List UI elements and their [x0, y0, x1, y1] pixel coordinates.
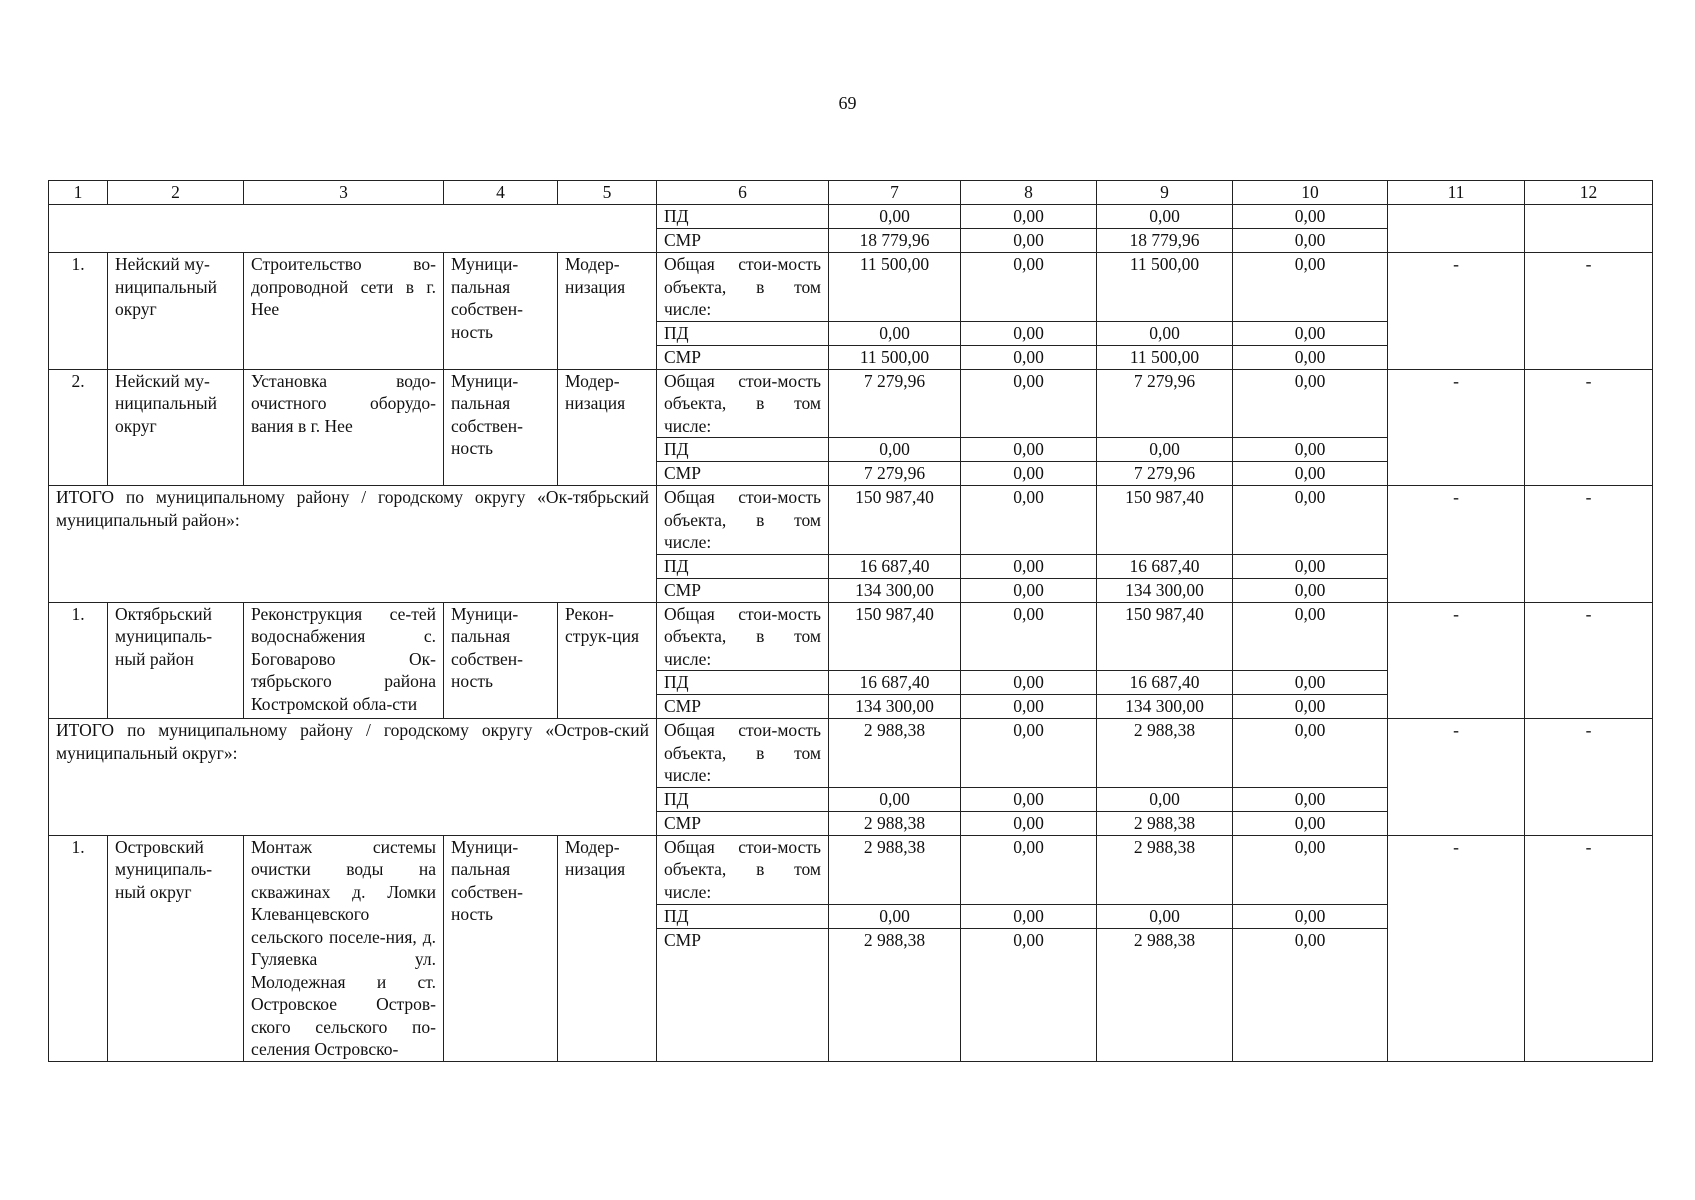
value-col7: 2 988,38 [829, 929, 961, 1061]
value-col9: 16 687,40 [1097, 671, 1233, 695]
value-col7: 0,00 [829, 321, 961, 345]
cost-type-label: ПД [657, 438, 829, 462]
value-col9: 2 988,38 [1097, 811, 1233, 835]
value-col7: 2 988,38 [829, 835, 961, 904]
value-col7: 18 779,96 [829, 229, 961, 253]
value-col10: 0,00 [1233, 904, 1388, 928]
value-col7: 150 987,40 [829, 486, 961, 555]
work-type-cell: Рекон-струк-ция [558, 602, 657, 719]
object-name-cell: Реконструкция се-тей водоснабжения с. Боговарово Ок-тябрьского района Костромской обла-сти [244, 602, 444, 719]
column-number: 4 [444, 181, 558, 205]
item-number: 1. [49, 835, 108, 1061]
work-type-cell: Модер-низация [558, 253, 657, 370]
value-col10: 0,00 [1233, 486, 1388, 555]
value-col12: - [1525, 602, 1653, 719]
value-col10: 0,00 [1233, 554, 1388, 578]
value-col9: 7 279,96 [1097, 462, 1233, 486]
value-col9: 11 500,00 [1097, 345, 1233, 369]
value-col12: - [1525, 253, 1653, 370]
value-col10: 0,00 [1233, 787, 1388, 811]
column-number: 7 [829, 181, 961, 205]
ownership-cell: Муници-пальная собствен-ность [444, 253, 558, 370]
value-col7: 7 279,96 [829, 369, 961, 438]
value-col10: 0,00 [1233, 321, 1388, 345]
value-col10: 0,00 [1233, 578, 1388, 602]
value-col9: 150 987,40 [1097, 486, 1233, 555]
ownership-cell: Муници-пальная собствен-ность [444, 835, 558, 1061]
value-col9: 16 687,40 [1097, 554, 1233, 578]
value-col7: 16 687,40 [829, 554, 961, 578]
owner-cell: Октябрьский муниципаль-ный район [108, 602, 244, 719]
item-number: 1. [49, 602, 108, 719]
value-col8: 0,00 [961, 345, 1097, 369]
value-col9: 134 300,00 [1097, 695, 1233, 719]
value-col12 [1525, 205, 1653, 253]
work-type-cell: Модер-низация [558, 369, 657, 486]
value-col9: 0,00 [1097, 321, 1233, 345]
value-col11 [1388, 205, 1525, 253]
value-col7: 134 300,00 [829, 695, 961, 719]
cost-type-label: СМР [657, 695, 829, 719]
value-col10: 0,00 [1233, 929, 1388, 1061]
cost-type-label: СМР [657, 462, 829, 486]
value-col9: 2 988,38 [1097, 719, 1233, 788]
value-col11: - [1388, 253, 1525, 370]
column-number: 10 [1233, 181, 1388, 205]
column-number: 5 [558, 181, 657, 205]
total-cost-label: Общая стои-мость объекта, в том числе: [657, 835, 829, 904]
column-number: 12 [1525, 181, 1653, 205]
value-col7: 0,00 [829, 787, 961, 811]
value-col10: 0,00 [1233, 695, 1388, 719]
value-col8: 0,00 [961, 835, 1097, 904]
ownership-cell: Муници-пальная собствен-ность [444, 369, 558, 486]
object-name-cell: Установка водо-очистного оборудо-вания в г. Нее [244, 369, 444, 486]
total-cost-label: Общая стои-мость объекта, в том числе: [657, 486, 829, 555]
cost-type-label: ПД [657, 787, 829, 811]
value-col10: 0,00 [1233, 345, 1388, 369]
value-col8: 0,00 [961, 205, 1097, 229]
subtotal-title: ИТОГО по муниципальному району / городскому округу «Остров-ский муниципальный округ»: [49, 719, 657, 836]
value-col9: 134 300,00 [1097, 578, 1233, 602]
value-col9: 0,00 [1097, 904, 1233, 928]
value-col10: 0,00 [1233, 811, 1388, 835]
column-number: 3 [244, 181, 444, 205]
cost-type-label: СМР [657, 811, 829, 835]
value-col10: 0,00 [1233, 205, 1388, 229]
owner-cell: Островский муниципаль-ный округ [108, 835, 244, 1061]
value-col11: - [1388, 369, 1525, 486]
subtotal-row [49, 719, 1653, 788]
value-col7: 16 687,40 [829, 671, 961, 695]
value-col8: 0,00 [961, 787, 1097, 811]
total-cost-label: Общая стои-мость объекта, в том числе: [657, 253, 829, 322]
value-col8: 0,00 [961, 486, 1097, 555]
value-col8: 0,00 [961, 229, 1097, 253]
object-row [49, 369, 1653, 438]
object-row [49, 253, 1653, 322]
value-col7: 2 988,38 [829, 719, 961, 788]
ownership-cell: Муници-пальная собствен-ность [444, 602, 558, 719]
value-col8: 0,00 [961, 671, 1097, 695]
value-col11: - [1388, 719, 1525, 836]
cost-type-label: ПД [657, 904, 829, 928]
value-col8: 0,00 [961, 695, 1097, 719]
value-col10: 0,00 [1233, 602, 1388, 671]
value-col10: 0,00 [1233, 253, 1388, 322]
value-col8: 0,00 [961, 321, 1097, 345]
value-col12: - [1525, 835, 1653, 1061]
value-col8: 0,00 [961, 929, 1097, 1061]
value-col9: 150 987,40 [1097, 602, 1233, 671]
value-col10: 0,00 [1233, 229, 1388, 253]
column-number: 11 [1388, 181, 1525, 205]
work-type-cell: Модер-низация [558, 835, 657, 1061]
subtotal-title: ИТОГО по муниципальному району / городскому округу «Ок-тябрьский муниципальный район»: [49, 486, 657, 603]
column-number: 2 [108, 181, 244, 205]
value-col9: 0,00 [1097, 438, 1233, 462]
value-col8: 0,00 [961, 602, 1097, 671]
item-number: 2. [49, 369, 108, 486]
column-number-row [49, 181, 1653, 205]
value-col9: 0,00 [1097, 205, 1233, 229]
carry-pd-row [49, 205, 1653, 229]
value-col9: 0,00 [1097, 787, 1233, 811]
value-col10: 0,00 [1233, 462, 1388, 486]
value-col8: 0,00 [961, 811, 1097, 835]
value-col7: 11 500,00 [829, 253, 961, 322]
value-col8: 0,00 [961, 369, 1097, 438]
value-col8: 0,00 [961, 904, 1097, 928]
subtotal-row [49, 486, 1653, 555]
cost-type-label: ПД [657, 321, 829, 345]
value-col10: 0,00 [1233, 369, 1388, 438]
object-row [49, 835, 1653, 904]
column-number: 9 [1097, 181, 1233, 205]
value-col12: - [1525, 486, 1653, 603]
value-col8: 0,00 [961, 719, 1097, 788]
cost-type-label: СМР [657, 578, 829, 602]
total-cost-label: Общая стои-мость объекта, в том числе: [657, 719, 829, 788]
column-number: 6 [657, 181, 829, 205]
objects-table [48, 180, 1653, 1062]
value-col10: 0,00 [1233, 719, 1388, 788]
value-col9: 11 500,00 [1097, 253, 1233, 322]
object-row [49, 602, 1653, 671]
value-col11: - [1388, 486, 1525, 603]
cost-type-label: ПД [657, 554, 829, 578]
value-col7: 0,00 [829, 904, 961, 928]
total-cost-label: Общая стои-мость объекта, в том числе: [657, 369, 829, 438]
value-col7: 7 279,96 [829, 462, 961, 486]
cost-type-label: СМР [657, 929, 829, 1061]
cost-type-label: ПД [657, 671, 829, 695]
carry-blank-cell [49, 205, 657, 253]
value-col11: - [1388, 835, 1525, 1061]
cost-type-label: СМР [657, 345, 829, 369]
table-body [49, 181, 1653, 1062]
object-name-cell: Строительство во-допроводной сети в г. Нее [244, 253, 444, 370]
value-col12: - [1525, 369, 1653, 486]
value-col9: 2 988,38 [1097, 929, 1233, 1061]
value-col7: 2 988,38 [829, 811, 961, 835]
value-col7: 150 987,40 [829, 602, 961, 671]
value-col7: 0,00 [829, 438, 961, 462]
item-number: 1. [49, 253, 108, 370]
value-col11: - [1388, 602, 1525, 719]
cost-type-label: СМР [657, 229, 829, 253]
total-cost-label: Общая стои-мость объекта, в том числе: [657, 602, 829, 671]
value-col7: 0,00 [829, 205, 961, 229]
object-name-cell: Монтаж системы очистки воды на скважинах д. Ломки Клеванцевского сельского поселе-ния, д. Гуляевка ул. Молодежная и ст. Островское Остров-ского сельского по-селения Островско- [244, 835, 444, 1061]
owner-cell: Нейский му-ниципальный округ [108, 369, 244, 486]
value-col10: 0,00 [1233, 438, 1388, 462]
value-col8: 0,00 [961, 578, 1097, 602]
value-col12: - [1525, 719, 1653, 836]
value-col7: 11 500,00 [829, 345, 961, 369]
value-col10: 0,00 [1233, 671, 1388, 695]
value-col10: 0,00 [1233, 835, 1388, 904]
page-number: 69 [838, 93, 857, 113]
column-number: 8 [961, 181, 1097, 205]
value-col8: 0,00 [961, 253, 1097, 322]
column-number: 1 [49, 181, 108, 205]
value-col8: 0,00 [961, 554, 1097, 578]
value-col7: 134 300,00 [829, 578, 961, 602]
value-col9: 2 988,38 [1097, 835, 1233, 904]
value-col9: 18 779,96 [1097, 229, 1233, 253]
value-col8: 0,00 [961, 438, 1097, 462]
value-col9: 7 279,96 [1097, 369, 1233, 438]
owner-cell: Нейский му-ниципальный округ [108, 253, 244, 370]
cost-type-label: ПД [657, 205, 829, 229]
value-col8: 0,00 [961, 462, 1097, 486]
